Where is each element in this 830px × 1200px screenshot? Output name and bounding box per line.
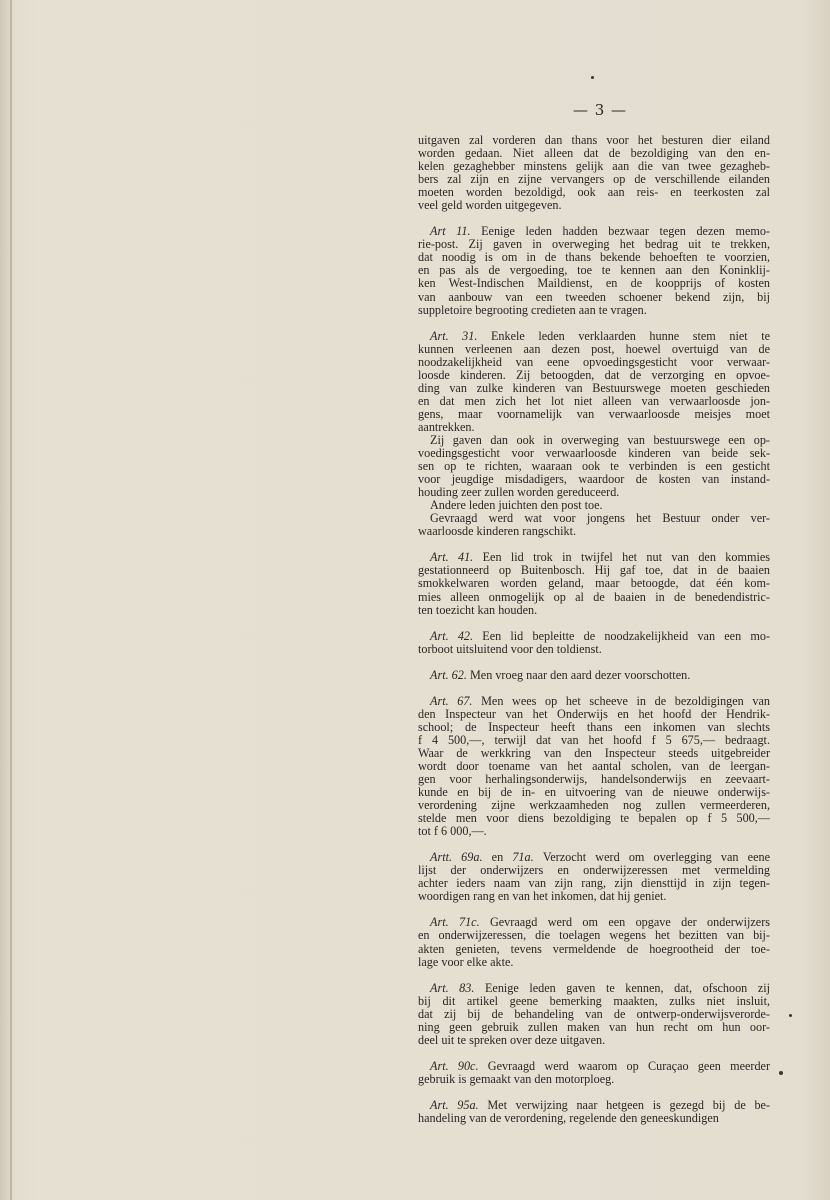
text-line: torboot uitsluitend voor den toldienst. <box>418 641 602 656</box>
text-line: achter ieders naam van zijn rang, zijn diensttijd in zijn tegen- <box>418 876 770 891</box>
article-reference: Art. 31. <box>430 328 491 343</box>
article-reference: Art. 83. <box>430 980 485 995</box>
article-paragraph <box>418 551 770 616</box>
text-line: suppletoire begrooting credieten aan te vragen. <box>418 302 647 317</box>
text-line-content: Eenige leden hadden bezwaar tegen dezen memo- <box>481 224 770 239</box>
text-line <box>418 630 770 643</box>
text-line: uitgaven zal vorderen dan thans voor het besturen dier eiland <box>418 133 770 147</box>
text-line: dat zij bij de behandeling van de ontwerp-onderwijsverorde- <box>418 1006 770 1021</box>
article-paragraph <box>418 695 770 839</box>
article-reference: Art. 95a. <box>430 1097 488 1112</box>
article-paragraph <box>418 982 770 1047</box>
text-line: en dat men zich het lot niet alleen van verwaarloosde jon- <box>418 393 770 408</box>
text-line <box>418 982 770 995</box>
text-line <box>418 669 770 682</box>
text-line-content: Eenige leden gaven te kennen, dat, ofschoon zij <box>484 980 770 995</box>
text-line: gestationneerd op Buitenbosch. Hij gaf toe, dat in de baaien <box>418 563 770 578</box>
text-line: f 4 500,—, terwijl dat van het hoofd f 5 675,— bedraagt. <box>418 732 770 747</box>
article-paragraph <box>418 916 770 968</box>
article-paragraph <box>418 225 770 316</box>
text-line: waarloosde kinderen rangschikt. <box>418 524 577 539</box>
text-line-content: Men wees op het scheeve in de bezoldigingen van <box>481 693 770 708</box>
text-line: akten genieten, tevens vermeldende de hoegrootheid der toe- <box>418 941 770 956</box>
text-line: van aanbouw van een tweeden schoener bekend zijn, bij <box>418 289 770 304</box>
article-paragraph <box>418 330 770 434</box>
page-fold-edge <box>10 0 12 1200</box>
article-reference: Art. 42. <box>430 628 483 643</box>
text-line: gens, maar voornamelijk van verwaarloosde meisjes moet <box>418 406 770 421</box>
text-line: bers zal zijn en zijne vervangers op de verschillende eilanden <box>418 172 770 187</box>
text-line: deel uit te spreken over deze uitgaven. <box>418 1032 606 1047</box>
text-line: en onderwijzeressen, die toelagen wegens het bezitten van bij- <box>418 928 770 943</box>
text-line: gen voor herhalingsonderwijs, handelsonderwijs en zeevaart- <box>418 772 770 787</box>
text-line <box>418 695 770 708</box>
text-line: ding van zulke kinderen van Bestuurswege moeten geschieden <box>418 380 770 395</box>
text-line: loosde kinderen. Zij betoogden, dat de verzorging en opvoe- <box>418 367 770 382</box>
text-line: dat noodig is om in de thans bekende behoeften te voorzien, <box>418 250 770 265</box>
text-line: sen op te richten, waaraan ook te verbinden is een gesticht <box>418 459 770 474</box>
text-line: voor jeugdige misdadigers, waardoor de kosten van instand- <box>418 472 770 487</box>
text-line: veel geld worden uitgegeven. <box>418 198 562 213</box>
text-line: kelen gezaghebber minstens gelijk aan die van twee gezagheb- <box>418 159 770 174</box>
article-paragraph <box>418 669 770 682</box>
text-line: tot f 6 000,—. <box>418 824 487 839</box>
text-line: en pas als de vergoeding, toe te kennen aan den Koninklij- <box>418 263 770 278</box>
text-column <box>418 134 770 1125</box>
text-line <box>418 1060 770 1073</box>
text-line-content: Enkele leden verklaarden hunne stem niet te <box>490 328 770 343</box>
article-reference: Art. 90c. <box>430 1058 488 1073</box>
article-reference: Art. 41. <box>430 550 483 565</box>
text-line: handeling van de verordening, regelende den geneeskundigen <box>418 1111 719 1125</box>
text-line-content: Gevraagd werd waarom op Curaçao geen meerder <box>487 1058 771 1073</box>
text-line: gebruik is gemaakt van den motorploeg. <box>418 1071 615 1086</box>
text-line <box>418 330 770 343</box>
text-line: noodzakelijkheid van eene opvoedingsgesticht voor verwaar- <box>418 354 770 369</box>
paragraph <box>418 134 770 212</box>
text-line: kunde en bij de in- en uitvoering van de nieuwe onderwijs- <box>418 785 770 800</box>
text-line: wordt door toename van het aantal scholen, van de leergan- <box>418 758 770 773</box>
page-number: — 3 — <box>572 101 628 119</box>
text-line: woordigen rang en van het inkomen, dat hij geniet. <box>418 889 667 904</box>
text-line: bij dit artikel geene bemerking maakten, zulks niet insluit, <box>418 993 770 1008</box>
text-line: Waar de werkkring van den Inspecteur steeds uitgebreider <box>418 745 770 760</box>
text-line-content: Men vroeg naar den aard dezer voorschotten. <box>469 667 691 682</box>
article-paragraph <box>418 1060 770 1086</box>
article-reference: Art. 62. <box>430 667 470 682</box>
text-line: den Inspecteur van het Onderwijs en het hoofd der Hendrik- <box>418 706 770 721</box>
text-line-content: Verzocht werd om overlegging van eene <box>542 850 770 865</box>
article-reference: Art. 67. <box>430 693 482 708</box>
text-line: lijst der onderwijzers en onderwijzeressen met vermelding <box>418 863 770 878</box>
text-line: ten toezicht kan houden. <box>418 602 538 617</box>
text-line: ning geen gebruik zullen maken van hun recht om hun oor- <box>418 1019 770 1034</box>
article-reference: Art 11. <box>430 224 482 239</box>
paragraph <box>418 434 770 499</box>
article-paragraph <box>418 851 770 903</box>
text-line: ken West-Indischen Maildienst, en de koopprijs of kosten <box>418 276 770 291</box>
text-line: moeten worden bezoldigd, ook aan reis- en teerkosten zal <box>418 185 770 200</box>
text-line: stelde men voor diens bezoldiging te bepalen op f 5 500,— <box>418 811 770 826</box>
text-line: Andere leden juichten den post toe. <box>430 498 603 513</box>
ink-speck <box>591 76 594 79</box>
text-line: Zij gaven dan ook in overweging van bestuurswege een op- <box>430 432 770 447</box>
text-line-content: Een lid trok in twijfel het nut van den kommies <box>482 550 770 565</box>
text-line-content: Een lid bepleitte de noodzakelijkheid van een mo- <box>482 628 771 643</box>
text-line-content: Gevraagd werd om een opgave der onderwijzers <box>489 915 770 930</box>
paragraph <box>418 512 770 538</box>
text-line: school; de Inspecteur heeft thans een inkomen van slechts <box>418 719 770 734</box>
text-line: houding zeer zullen worden gereduceerd. <box>418 485 620 500</box>
text-line: voedingsgesticht voor verwaarloosde kinderen van beide sek- <box>418 446 770 461</box>
article-reference: Artt. 69a. <box>430 850 492 865</box>
ink-speck <box>779 1071 783 1075</box>
article-paragraph <box>418 1099 770 1125</box>
text-line-content: Met verwijzing naar hetgeen is gezegd bij de be- <box>487 1097 771 1112</box>
text-line: aantrekken. <box>418 419 475 434</box>
article-paragraph <box>418 630 770 656</box>
article-reference: Art. 71c. <box>430 915 490 930</box>
text-line: smokkelwaren worden geland, maar betoogde, dat één kom- <box>418 576 770 591</box>
text-line: verordening zijne werkzaamheden nog zullen vermeerderen, <box>418 798 770 813</box>
ink-speck <box>789 1014 792 1017</box>
text-line: Gevraagd werd wat voor jongens het Bestuur onder ver- <box>430 511 770 526</box>
text-line: lage voor elke akte. <box>418 954 514 969</box>
text-line: kunnen verleenen aan dezen post, hoewel overtuigd van de <box>418 341 770 356</box>
text-line: rie-post. Zij gaven in overweging het bedrag uit te trekken, <box>418 237 770 252</box>
text-line: mies alleen onmogelijk op al de baaien in de benedendistric- <box>418 589 770 604</box>
text-line: worden gedaan. Niet alleen dat de bezoldiging van den en- <box>418 146 770 161</box>
article-reference-continued: en 71a. <box>491 850 543 865</box>
